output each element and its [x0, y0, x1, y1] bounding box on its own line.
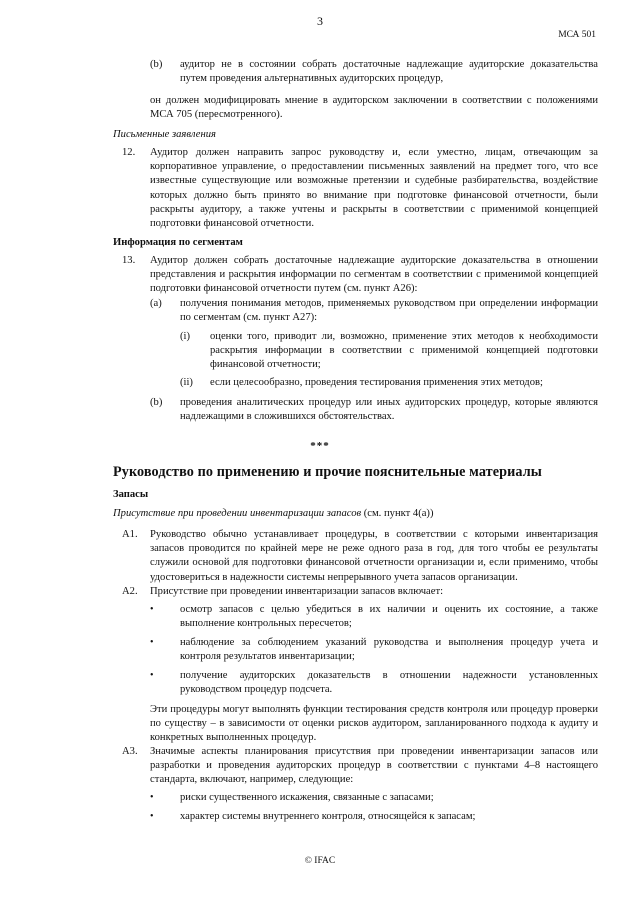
- inventory-heading: Запасы: [113, 489, 149, 500]
- para-a3-text: Значимые аспекты планирования присутствия при проведении инвентаризации запасов или разработки и проведения аудиторских процедур в соответствии с пунктами 4–8 настоящего стандарта, включают, например, следующие:: [150, 746, 598, 786]
- attendance-subheading-ref: (см. пункт 4(a)): [361, 508, 434, 519]
- bullet-icon: •: [150, 670, 154, 681]
- para-12-text: Аудитор должен направить запрос руководству и, если уместно, лицам, отвечающим за корпоративное управление, о предоставлении письменных заявлений на предмет того, что все известные существующие или возможные претензии и судебные разбирательства, воздействие которых должно быть принято во внимание при подготовке финансовой отчетности, были раскрыты аудитору, а также учтены и раскрыты в соответствии с применимой концепцией подготовки финансовой отчетности.: [150, 147, 598, 230]
- para-a2-text: Присутствие при проведении инвентаризации запасов включает:: [150, 586, 444, 597]
- item-b2-text: проведения аналитических процедур или иных аудиторских процедур, которые являются надлежащими в сложившихся обстоятельствах.: [180, 397, 598, 423]
- item-b-marker: (b): [150, 59, 163, 70]
- section-separator: ***: [310, 440, 330, 452]
- para-a2-after: Эти процедуры могут выполнять функции тестирования средств контроля или процедур проверки по существу – в зависимости от оценки рисков аудитором, запланированного подхода к аудиту и конкретных выполненных процедур.: [150, 704, 598, 744]
- a2-bullet-1: осмотр запасов с целью убедиться в их наличии и оценить их состояние, а также выполнение контрольных пересчетов;: [180, 604, 598, 630]
- page-number: 3: [317, 14, 323, 28]
- item-i-marker: (i): [180, 331, 190, 342]
- item-a-marker: (a): [150, 298, 162, 309]
- para-12-number: 12.: [122, 147, 136, 158]
- bullet-icon: •: [150, 604, 154, 615]
- a2-bullet-3: получение аудиторских доказательств в отношении надежности установленных руководством процедур подсчета.: [180, 670, 598, 696]
- item-b-text: аудитор не в состоянии собрать достаточные надлежащие аудиторские доказательства путем проведения альтернативных аудиторских процедур,: [180, 59, 598, 85]
- attendance-subheading-italic: Присутствие при проведении инвентаризации запасов: [113, 508, 362, 519]
- para-13-number: 13.: [122, 255, 136, 266]
- item-i-text: оценки того, приводит ли, возможно, применение этих методов к необходимости раскрытия информации в соответствии с применимой концепцией подготовки финансовой отчетности;: [210, 331, 598, 371]
- item-ii-text: если целесообразно, проведения тестирования применения этих методов;: [210, 377, 543, 388]
- para-a1-text: Руководство обычно устанавливает процедуры, в соответствии с которыми инвентаризация запасов проводится по крайней мере не реже одного раза в год, для того чтобы ее результаты служили основой для подготовки финансовой отчетности организации и, если применимо, чтобы удостовериться в надежности системы непрерывного учета запасов организации.: [150, 529, 598, 583]
- attendance-subheading: [113, 507, 433, 521]
- bullet-icon: •: [150, 811, 154, 822]
- segments-heading: Информация по сегментам: [113, 237, 243, 248]
- a3-bullet-2: характер системы внутреннего контроля, относящейся к запасам;: [180, 811, 476, 822]
- bullet-icon: •: [150, 637, 154, 648]
- item-b-continuation: он должен модифицировать мнение в аудиторском заключении в соответствии с положениями МСА 705 (пересмотренного).: [150, 95, 598, 121]
- written-representations-heading: Письменные заявления: [113, 129, 216, 140]
- item-b2-marker: (b): [150, 397, 163, 408]
- guidance-title: Руководство по применению и прочие пояснительные материалы: [113, 464, 542, 480]
- item-ii-marker: (ii): [180, 377, 193, 388]
- para-a1-number: A1.: [122, 529, 138, 540]
- item-a-text: получения понимания методов, применяемых руководством при определении информации по сегментам (см. пункт A27):: [180, 298, 598, 324]
- bullet-icon: •: [150, 792, 154, 803]
- para-a2-number: A2.: [122, 586, 138, 597]
- para-a3-number: A3.: [122, 746, 138, 757]
- para-13-text: Аудитор должен собрать достаточные надлежащие аудиторские доказательства в отношении представления и раскрытия информации по сегментам в соответствии с применимой концепцией подготовки финансовой отчетности путем (см. пункт A26):: [150, 255, 598, 295]
- a3-bullet-1: риски существенного искажения, связанные с запасами;: [180, 792, 434, 803]
- document-code: МСА 501: [558, 30, 596, 40]
- footer-copyright: © IFAC: [304, 856, 336, 866]
- a2-bullet-2: наблюдение за соблюдением указаний руководства и выполнения процедур учета и контроля результатов инвентаризации;: [180, 637, 598, 663]
